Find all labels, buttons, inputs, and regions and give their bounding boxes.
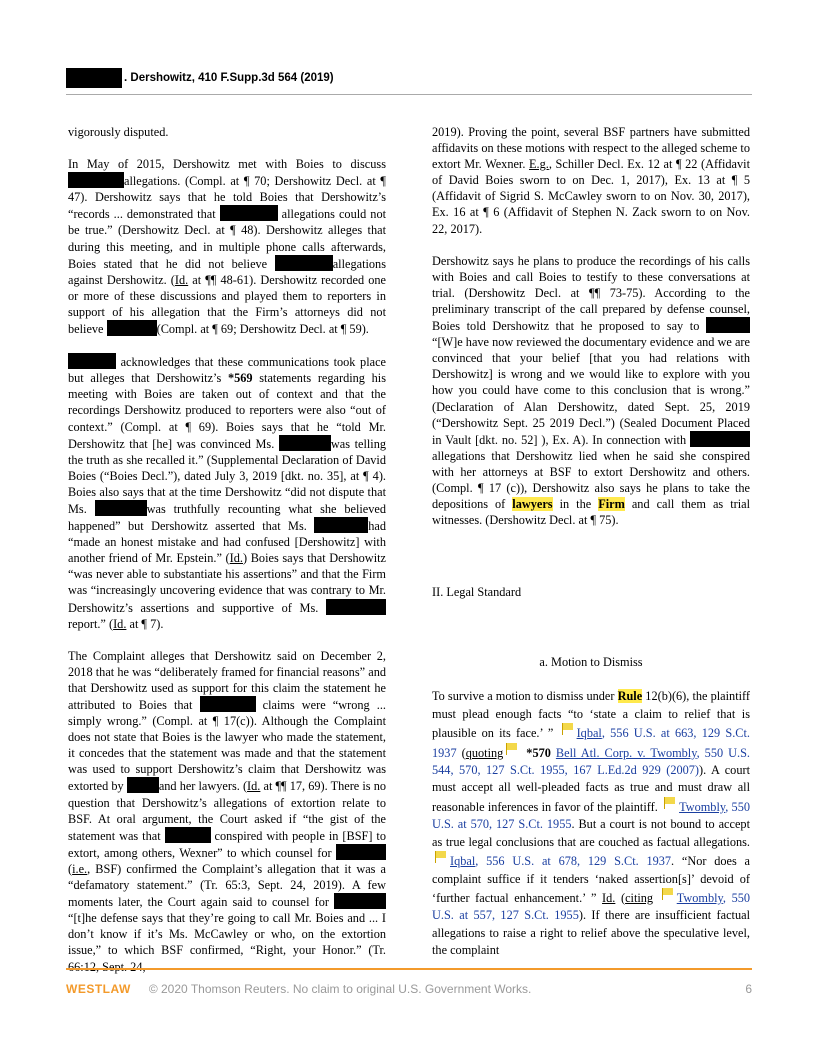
page-number: 6	[745, 982, 752, 996]
section-heading: II. Legal Standard	[432, 585, 522, 600]
keycite-flag-icon[interactable]	[435, 851, 447, 863]
redaction-box	[200, 696, 256, 712]
redaction-box	[95, 500, 147, 516]
keycite-flag-icon[interactable]	[562, 723, 574, 735]
citation-link[interactable]: Twombly	[676, 890, 723, 905]
search-term-highlight: lawyers	[512, 497, 553, 512]
redaction-box	[68, 172, 124, 188]
keycite-flag-icon[interactable]	[662, 888, 674, 900]
redaction-box	[279, 435, 331, 451]
redaction-box	[220, 205, 278, 221]
paragraph: In May of 2015, Dershowitz met with Boies to discuss allegations. (Compl. at ¶ 70; Dershowitz Decl. at ¶ 47). Dershowitz says that he told Boies that Dershowitz’s “records ... demonstrated that allegations could not be true.” (Dershowitz Decl. at ¶ 48). Dershowitz alleges that during this meeting, and in multiple phone calls afterwards, Boies stated that he did not believe allegations against Dershowitz. (Id. at ¶¶ 48-61). Dershowitz recorded one or more of these discussions and played them to reporters in support of his allegation that the Firm’s attorneys did not believe (Compl. at ¶ 69; Dershowitz Decl. at ¶ 59).	[68, 157, 387, 337]
case-citation: . Dershowitz, 410 F.Supp.3d 564 (2019)	[124, 72, 334, 84]
paragraph: Dershowitz says he plans to produce the recordings of his calls with Boies and call Boies to testify to these conversations at trial. (Dershowitz Decl. at ¶¶ 73-75). According to the preliminary transcript of the call prepared by defense counsel, Boies told Dershowitz that he proposed to say to “[W]e have now reviewed the documentary evidence and we are convinced that your belief [that you had relations with Dershowitz] is wrong and we would like to explore with you how you could have come to this conclusion that is wrong.” (Declaration of Alan Dershowitz, dated Sept. 25, 2019 (“Dershowitz Sept. 25 2019 Decl.”) (Sealed Document Placed in Vault [dkt. no. 52] ), Ex. A). In connection with allegations that Dershowitz lied when he said she conspired with her attorneys at BSF to extort Dershowitz and others. (Compl. ¶ 17 (c)), Dershowitz also says he plans to take the depositions of lawyers in the Firm and call them as trial witnesses. (Dershowitz Decl. at ¶ 75).	[432, 253, 750, 528]
westlaw-logo: WESTLAW	[66, 982, 131, 996]
paragraph: vigorously disputed.	[68, 125, 169, 139]
citation-link[interactable]: Iqbal	[576, 726, 602, 741]
header-rule	[66, 94, 752, 95]
keycite-flag-icon[interactable]	[506, 743, 518, 755]
redaction-box	[314, 517, 368, 533]
redaction-box	[690, 431, 750, 447]
right-column	[432, 124, 750, 976]
paragraph: 2019). Proving the point, several BSF partners have submitted affidavits on these motions with respect to the alleged scheme to extort Mr. Wexner. E.g., Schiller Decl. Ex. 12 at ¶ 22 (Affidavit of David Boies sworn to on Dec. 1, 2017), Ex. 13 at ¶ 5 (Affidavit of Sigrid S. McCawley sworn to on Nov. 30, 2017), Ex. 16 at ¶ 6 (Affidavit of Stephen N. Zack sworn to on Nov. 22, 2017).	[432, 125, 750, 236]
left-column	[68, 124, 386, 991]
redaction-box	[334, 893, 386, 909]
page-footer	[66, 968, 752, 1000]
paragraph: acknowledges that these communications took place but alleges that Dershowitz’s *569 statements regarding his meeting with Boies are taken out of context and that the recordings Dershowitz produced to reporters were also “out of context.” (Compl. at ¶ 69). Boies says that he “told Mr. Dershowitz that [he] was convinced Ms. was telling the truth as she recalled it.” (Supplemental Declaration of David Boies (“Boies Decl.”), dated July 3, 2019 [dkt. no. 35], at ¶ 4). Boies also says that at the time Dershowitz “did not dispute that Ms. was truthfully recounting what she believed happened” but Dershowitz asserted that Ms. had “made an honest mistake and had confused [Dershowitz] with another friend of Mr. Epstein.” (Id.) Boies says that Dershowitz “was never able to substantiate his assertions” and that the Firm was “increasingly uncovering evidence that was contrary to Mr. Dershowitz’s assertions and supportive of Ms. report.” (Id. at ¶ 7).	[68, 355, 387, 631]
redaction-box	[68, 353, 116, 369]
subsection-heading: a. Motion to Dismiss	[539, 655, 643, 670]
search-term-highlight: Firm	[598, 497, 625, 512]
search-term-highlight: Rule	[617, 689, 643, 704]
copyright-notice: © 2020 Thomson Reuters. No claim to original U.S. Government Works.	[148, 982, 532, 996]
citation-link[interactable]: Iqbal	[450, 854, 476, 869]
citation-link[interactable]: Twombly	[679, 799, 726, 814]
redaction-box	[127, 777, 159, 793]
redaction-box	[66, 68, 122, 88]
redaction-box	[107, 320, 157, 336]
citation-link[interactable]: Bell Atl. Corp. v. Twombly	[555, 745, 697, 760]
paragraph: The Complaint alleges that Dershowitz said on December 2, 2018 that he was “deliberately framed for financial reasons” and that Dershowitz used as support for this claim the statement he attributed to Boies that claims were “wrong ... simply wrong.” (Compl. at ¶ 17(c)). Although the Complaint does not state that Boies is the lawyer who made the statement, it concedes that the statement was made and that the statement was used to support Dershowitz’s claim that Dershowitz was extorted by and her lawyers. (Id. at ¶¶ 17, 69). There is no question that Dershowitz’s allegations of extortion relate to BSF. At oral argument, the Court asked if “the gist of the statement was that conspired with people in [BSF] to extort, among others, Wexner” to which counsel for (i.e., BSF) confirmed the Complaint’s allegation that it was a “defamatory statement.” (Tr. 65:3, Sept. 24, 2019). A few moments later, the Court again said to counsel for “[t]he defense says that they’re going to call Mr. Boies and ... I don’t know if it’s Ms. McCawley or who, on the extortion issue,” to which BSF confirmed, “Right, your Honor.” (Tr. 66:12, Sept. 24,	[68, 648, 386, 974]
redaction-box	[165, 827, 211, 843]
document-header	[66, 68, 752, 88]
redaction-box	[275, 255, 333, 271]
keycite-flag-icon[interactable]	[664, 797, 676, 809]
redaction-box	[336, 844, 386, 860]
redaction-box	[326, 599, 386, 615]
paragraph: To survive a motion to dismiss under Rule 12(b)(6), the plaintiff must plead enough facts “to ‘state a claim to relief that is plausible on its face.’ ” Iqbal, 556 U.S. at 663, 129 S.Ct. 1937 (quoting *570 Bell Atl. Corp. v. Twombly, 550 U.S. 544, 570, 127 S.Ct. 1955, 167 L.Ed.2d 929 (2007)). A court must accept all well-pleaded facts as true and must draw all reasonable inferences in favor of the plaintiff. Twombly, 550 U.S. at 570, 127 S.Ct. 1955. But a court is not bound to accept as true legal conclusions that are couched as factual allegations. Iqbal, 556 U.S. at 678, 129 S.Ct. 1937. “Nor does a complaint suffice if it tenders ‘naked assertion[s]’ devoid of ‘further factual enhancement.’ ” Id. (citing Twombly, 550 U.S. at 557, 127 S.Ct. 1955). If there are insufficient factual allegations to raise a right to relief above the speculative level, the complaint	[432, 689, 751, 958]
redaction-box	[706, 317, 750, 333]
